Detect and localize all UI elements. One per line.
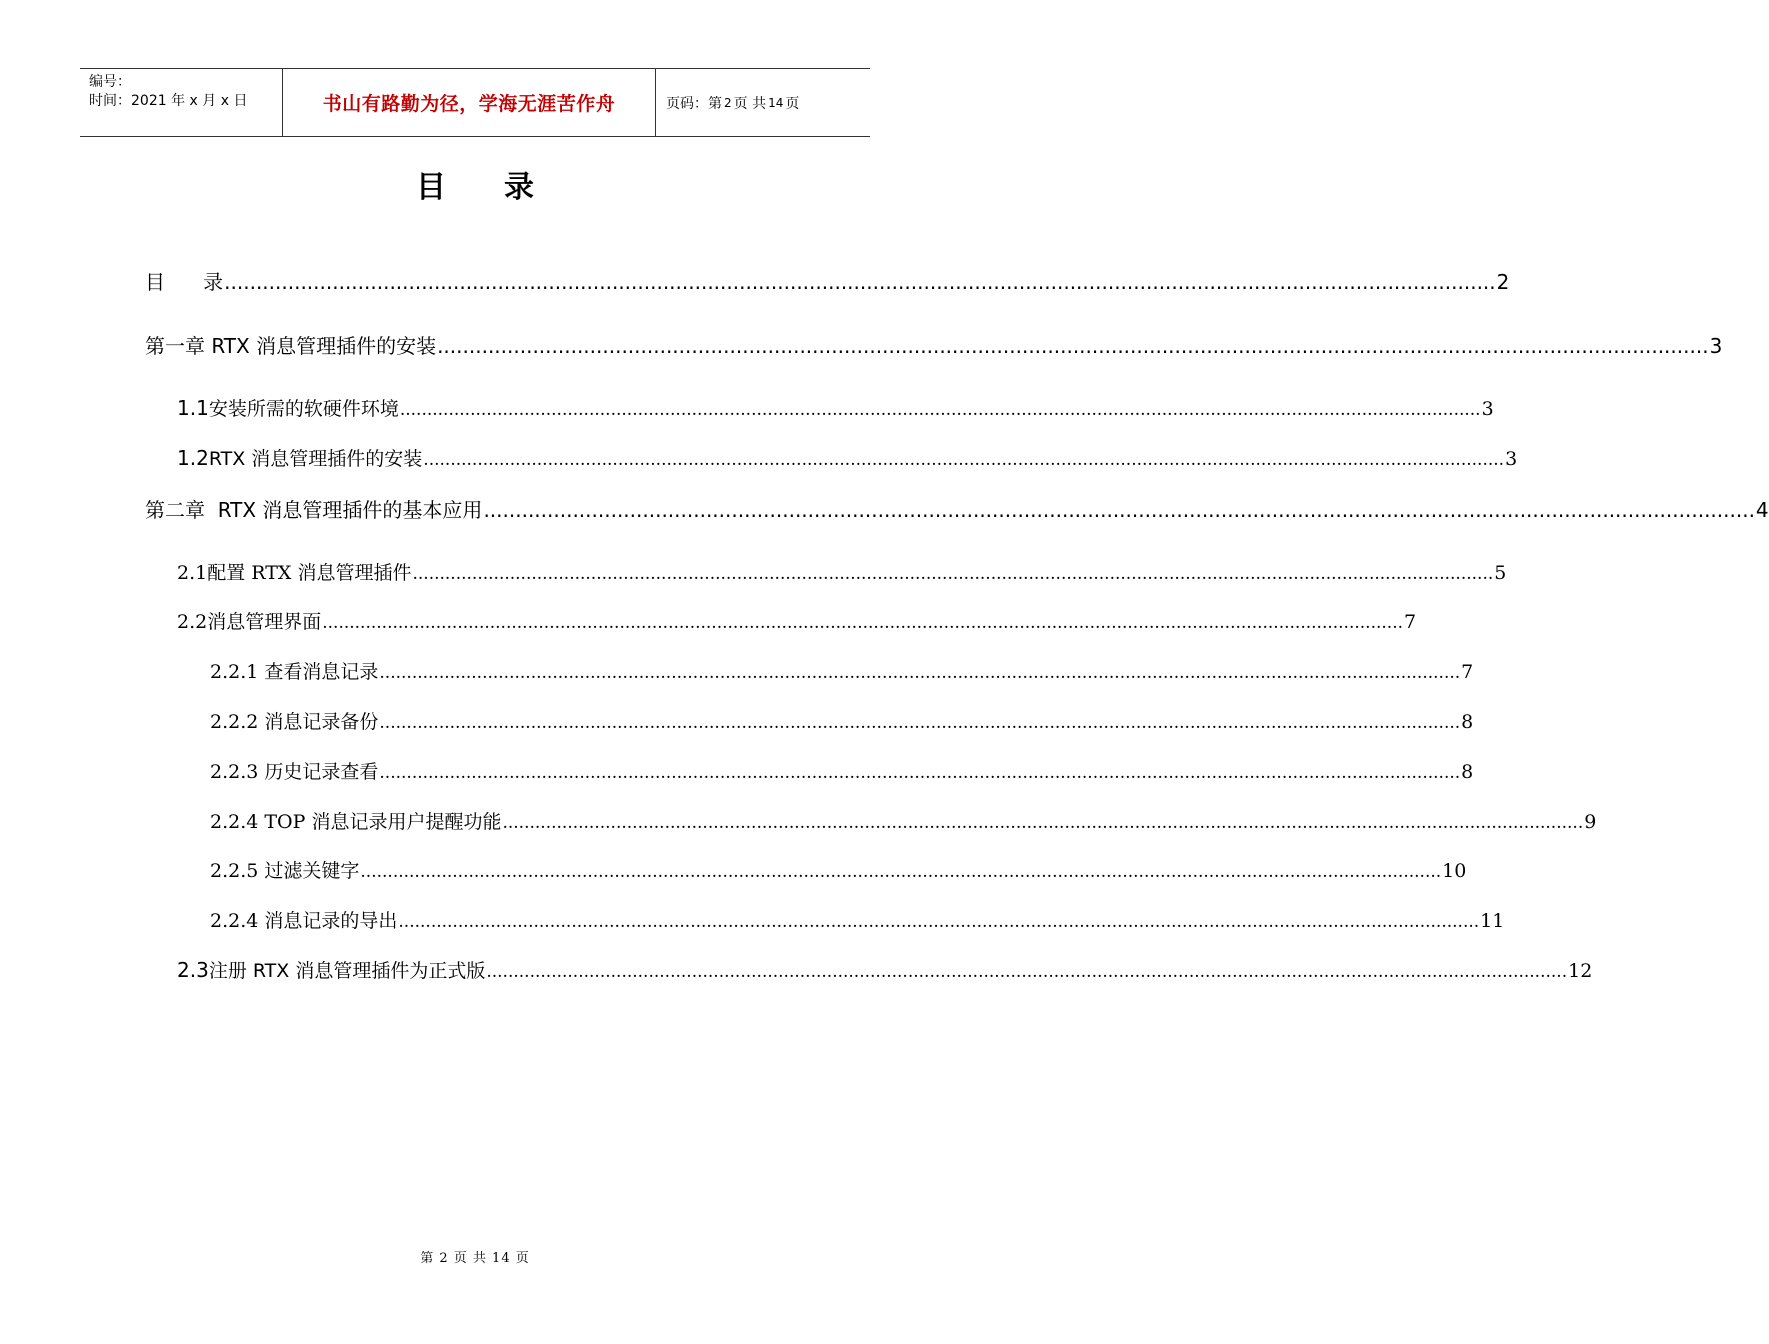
toc-leader: ........................................................................................................................................................................................................ bbox=[412, 564, 1494, 584]
toc-entry-page: 4 bbox=[1755, 498, 1769, 522]
toc-entry[interactable] bbox=[177, 444, 1518, 471]
toc-entry-page: 10 bbox=[1442, 860, 1467, 882]
toc-entry-number: 2.3 bbox=[177, 958, 209, 982]
toc-entry-label: 配置 RTX 消息管理插件 bbox=[207, 562, 412, 584]
toc-leader: ........................................................................................................................................................................................................ bbox=[360, 862, 1442, 882]
toc-entry-number: 2.2 bbox=[177, 611, 208, 633]
toc-entry[interactable] bbox=[145, 266, 1510, 295]
toc-entry-label: 第一章 RTX 消息管理插件的安装 bbox=[145, 334, 437, 358]
title-right: 录 bbox=[504, 170, 534, 205]
toc-entry-label: 2.2.5 过滤关键字 bbox=[210, 860, 360, 882]
toc-entry-label: 2.2.2 消息记录备份 bbox=[210, 711, 379, 733]
toc-entry-page: 9 bbox=[1584, 811, 1597, 833]
toc-entry-label: 第二章 RTX 消息管理插件的基本应用 bbox=[145, 498, 483, 522]
toc-leader: ........................................................................................................................................................................................................ bbox=[379, 763, 1461, 783]
toc-entry-page: 8 bbox=[1461, 711, 1474, 733]
toc-entry-label: 2.2.4 TOP 消息记录用户提醒功能 bbox=[210, 811, 502, 833]
header-page-info bbox=[656, 69, 870, 136]
toc-entry-page: 12 bbox=[1568, 960, 1593, 982]
code-label: 编号： bbox=[89, 74, 131, 90]
toc-entry[interactable] bbox=[177, 607, 1417, 634]
page-footer: 第 2 页 共 14 页 bbox=[420, 1251, 530, 1266]
toc-entry-number: 2.1 bbox=[177, 562, 208, 584]
toc-entry-label: 目 录 bbox=[145, 270, 224, 294]
toc-entry-label: 消息管理界面 bbox=[207, 611, 322, 633]
toc-entry-label: 2.2.1 查看消息记录 bbox=[210, 661, 379, 683]
toc-entry[interactable] bbox=[145, 330, 1723, 359]
toc-entry-page: 11 bbox=[1480, 910, 1505, 932]
toc-entry-page: 5 bbox=[1494, 562, 1507, 584]
toc-leader: ........................................................................................................................................................................................................ bbox=[379, 713, 1461, 733]
page-title bbox=[0, 162, 950, 206]
toc-entry-number: 1.1 bbox=[177, 396, 209, 420]
toc-entry[interactable] bbox=[177, 558, 1507, 585]
toc-leader: ........................................................................................................................................................................................................ bbox=[399, 400, 1481, 420]
page-number: 2 bbox=[724, 95, 732, 110]
toc-entry-page: 2 bbox=[1496, 270, 1510, 294]
toc-entry-page: 3 bbox=[1505, 448, 1518, 470]
toc-leader: ........................................................................................................................................................................................................ bbox=[483, 498, 1755, 522]
toc-entry[interactable] bbox=[145, 494, 1769, 523]
toc-entry-number: 1.2 bbox=[177, 446, 209, 470]
toc-leader: ........................................................................................................................................................................................................ bbox=[224, 270, 1496, 294]
header-info bbox=[80, 69, 282, 136]
toc-entry-page: 3 bbox=[1481, 398, 1494, 420]
toc-entry[interactable] bbox=[210, 757, 1474, 784]
toc-leader: ........................................................................................................................................................................................................ bbox=[379, 663, 1461, 683]
toc-leader: ........................................................................................................................................................................................................ bbox=[486, 962, 1568, 982]
toc-leader: ........................................................................................................................................................................................................ bbox=[502, 813, 1584, 833]
toc-entry-label: 2.2.3 历史记录查看 bbox=[210, 761, 379, 783]
page-suffix: 页 bbox=[785, 95, 800, 112]
toc-entry-page: 8 bbox=[1461, 761, 1474, 783]
toc-entry[interactable] bbox=[210, 707, 1474, 734]
toc-leader: ........................................................................................................................................................................................................ bbox=[398, 912, 1480, 932]
toc-entry-page: 7 bbox=[1404, 611, 1417, 633]
toc-leader: ........................................................................................................................................................................................................ bbox=[322, 613, 1403, 633]
title-left: 目 bbox=[416, 170, 446, 205]
toc-entry-page: 7 bbox=[1461, 661, 1474, 683]
toc-entry[interactable] bbox=[177, 956, 1593, 983]
toc-entry[interactable] bbox=[177, 394, 1494, 421]
toc-entry-page: 3 bbox=[1709, 334, 1723, 358]
toc-leader: ........................................................................................................................................................................................................ bbox=[423, 450, 1505, 470]
time-label: 时间：2021 年 x 月 x 日 bbox=[89, 93, 248, 109]
toc-entry-label: 注册 RTX 消息管理插件为正式版 bbox=[208, 960, 486, 982]
toc-entry-label: 2.2.4 消息记录的导出 bbox=[210, 910, 398, 932]
page-mid: 页 共 bbox=[733, 95, 767, 112]
page-header bbox=[80, 68, 870, 137]
toc-leader: ........................................................................................................................................................................................................ bbox=[437, 334, 1709, 358]
toc-entry[interactable] bbox=[210, 856, 1467, 883]
toc-entry[interactable] bbox=[210, 657, 1474, 684]
toc-entry[interactable] bbox=[210, 807, 1597, 834]
toc-entry[interactable] bbox=[210, 906, 1505, 933]
toc-entry-label: 安装所需的软硬件环境 bbox=[208, 398, 399, 420]
page-total: 14 bbox=[768, 95, 784, 110]
toc-entry-label: RTX 消息管理插件的安装 bbox=[208, 448, 423, 470]
page-prefix: 页码：第 bbox=[666, 95, 722, 112]
header-motto: 书山有路勤为径，学海无涯苦作舟 bbox=[282, 69, 656, 136]
